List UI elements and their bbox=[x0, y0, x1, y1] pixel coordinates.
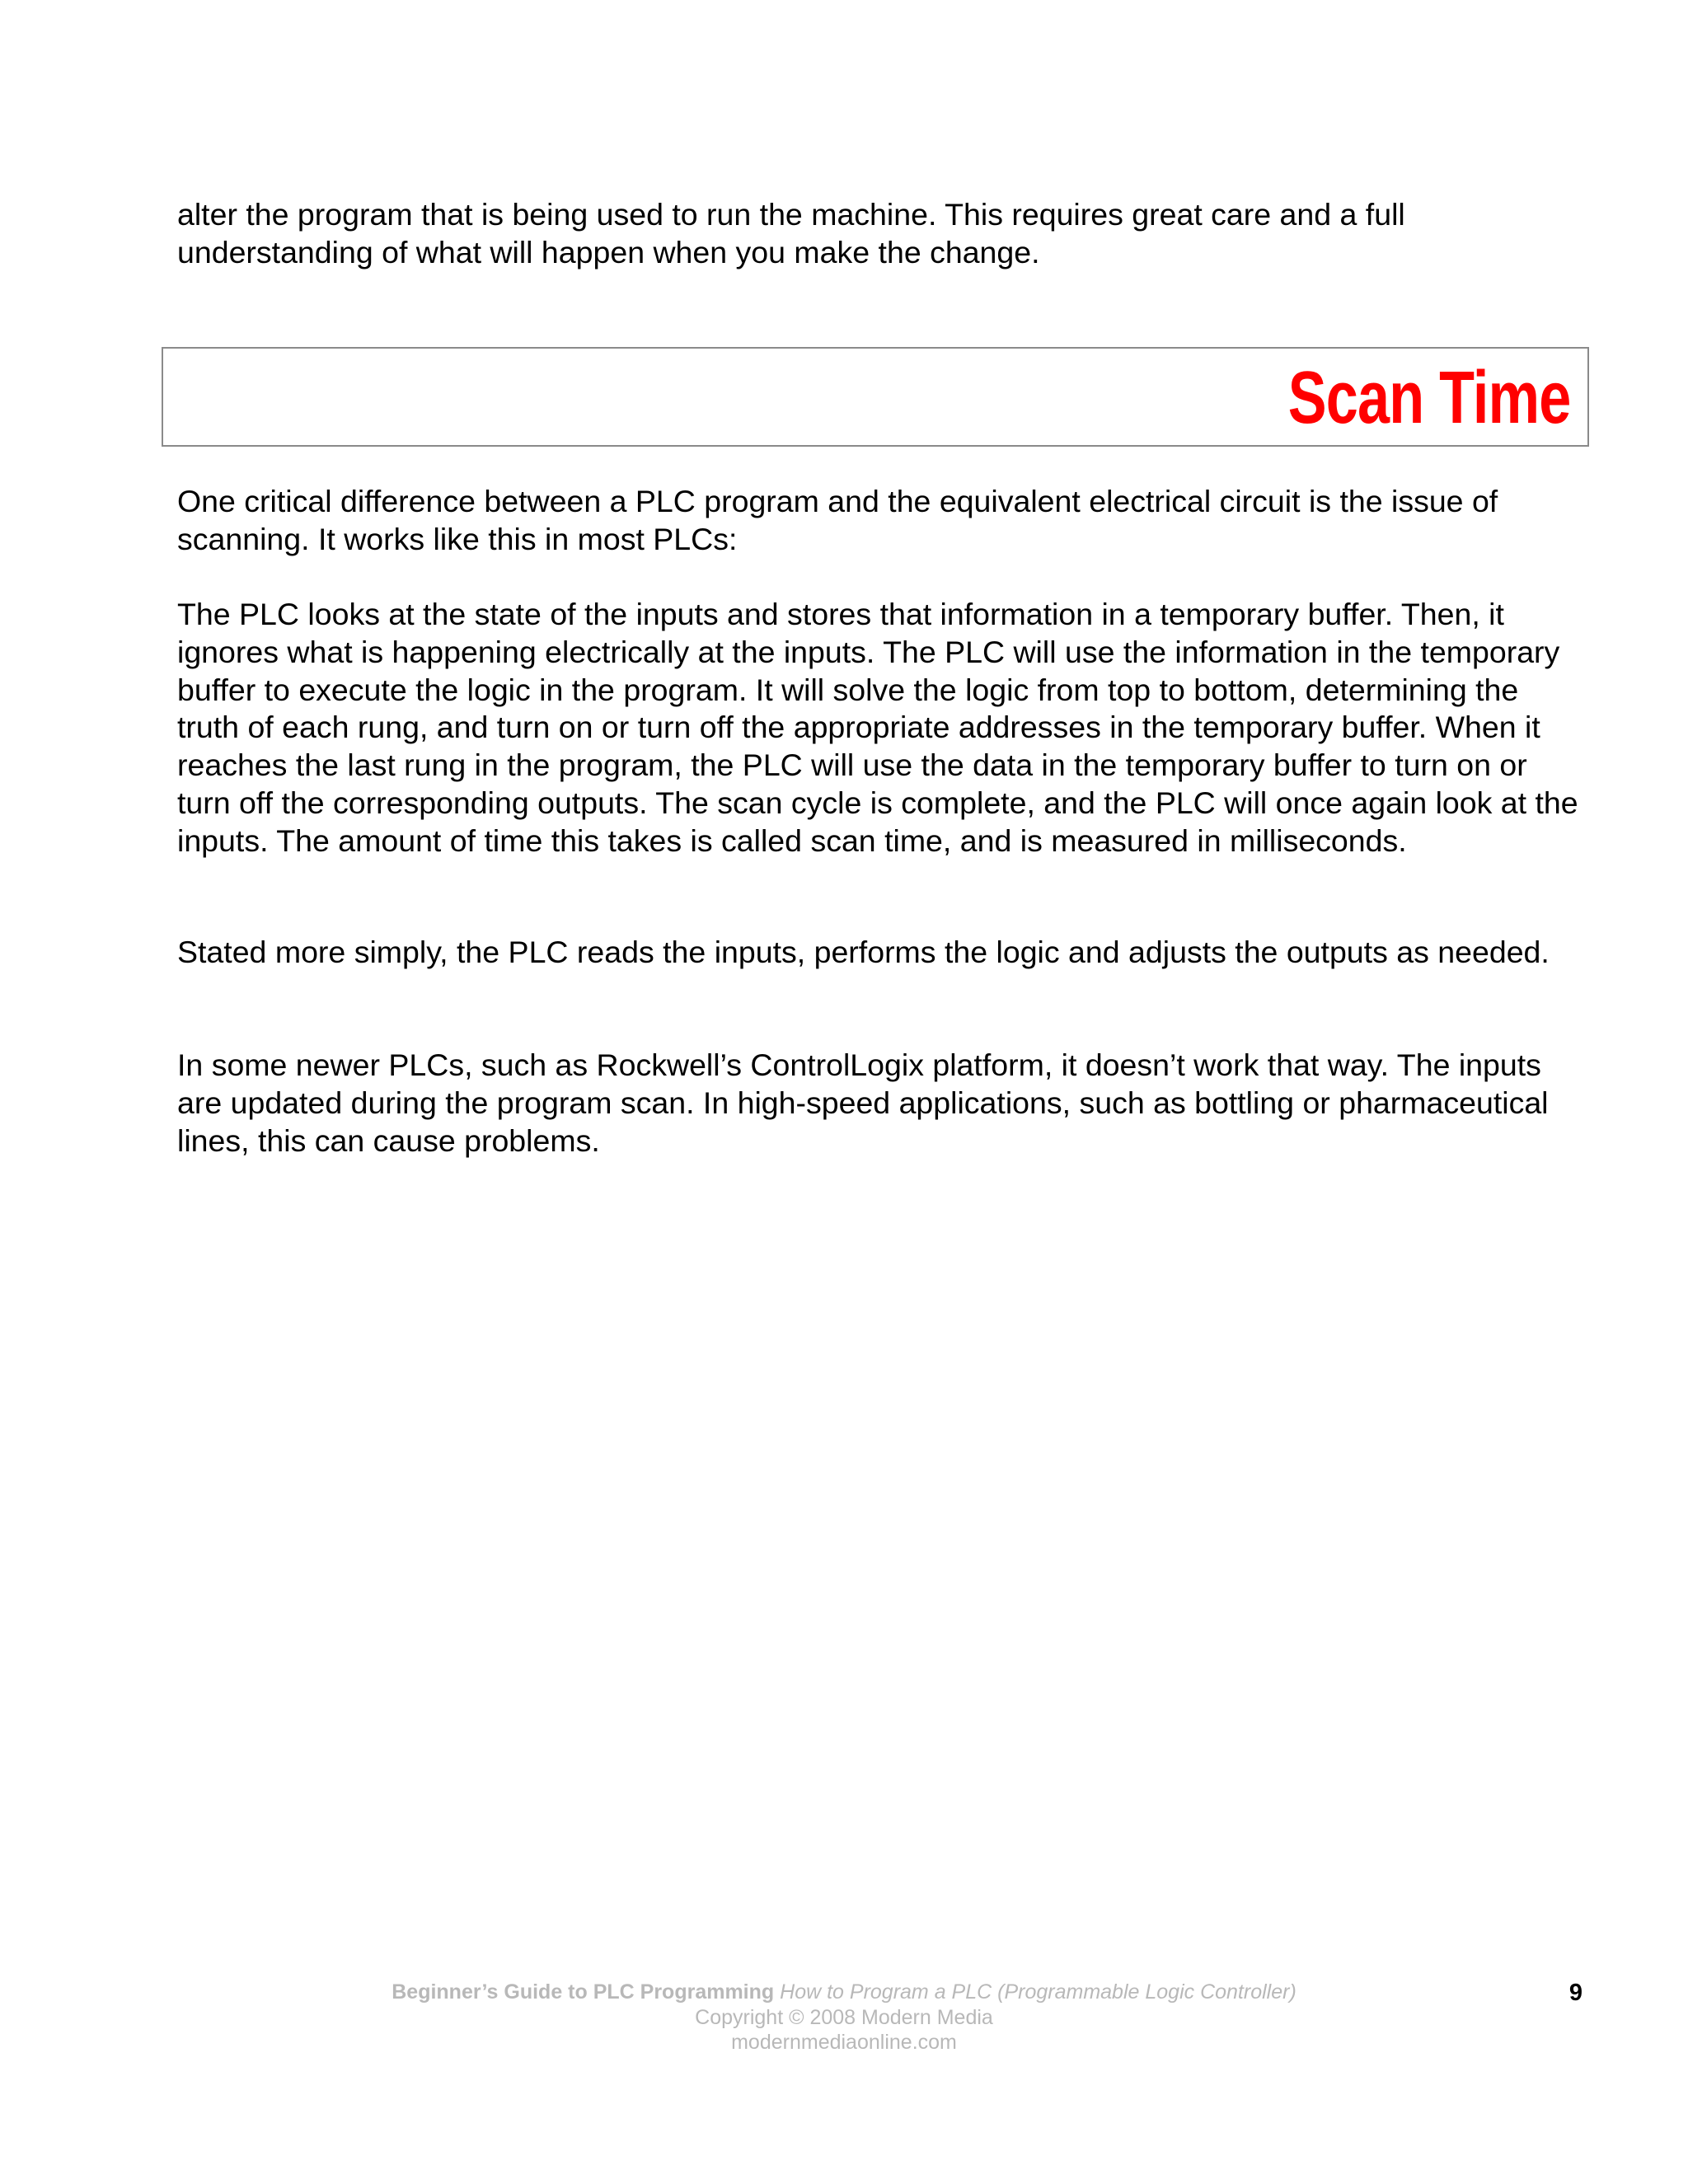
continuation-paragraph: alter the program that is being used to run the machine. This requires great care and a full understanding of what will happen when you make the change. bbox=[177, 197, 1405, 269]
section-title: Scan Time bbox=[1288, 357, 1571, 439]
footer-title-line bbox=[0, 1980, 1688, 2004]
section-header-box bbox=[162, 347, 1589, 447]
footer-subtitle: How to Program a PLC (Programmable Logic Controller) bbox=[780, 1980, 1296, 2004]
footer-book-title: Beginner’s Guide to PLC Programming bbox=[392, 1980, 775, 2004]
paragraph-summary: Stated more simply, the PLC reads the inputs, performs the logic and adjusts the outputs as needed. bbox=[177, 935, 1550, 969]
page-number: 9 bbox=[1568, 1980, 1582, 2006]
footer-website: modernmediaonline.com bbox=[731, 2031, 957, 2054]
paragraph-newer-plcs: In some newer PLCs, such as Rockwell’s ControlLogix platform, it doesn’t work that way. The inputs are updated during the program scan. In high-speed applications, such as bottling or pharmaceutical lines, this can cause problems. bbox=[177, 1047, 1549, 1158]
paragraph-intro: One critical difference between a PLC program and the equivalent electrical circuit is the issue of scanning. It works like this in most PLCs: bbox=[177, 484, 1498, 556]
paragraph-scan-process: The PLC looks at the state of the inputs and stores that information in a temporary buffer. Then, it ignores what is happening electrically at the inputs. The PLC will use the information in the temporary buffer to execute the logic in the program. It will solve the logic from top to bottom, determining the truth of each rung, and turn on or turn off the appropriate addresses in the temporary buffer. When it reaches the last rung in the program, the PLC will use the data in the temporary buffer to turn on or turn off the corresponding outputs. The scan cycle is complete, and the PLC will once again look at the inputs. The amount of time this takes is called scan time, and is measured in milliseconds. bbox=[177, 597, 1578, 858]
footer-copyright: Copyright © 2008 Modern Media bbox=[695, 2006, 993, 2029]
